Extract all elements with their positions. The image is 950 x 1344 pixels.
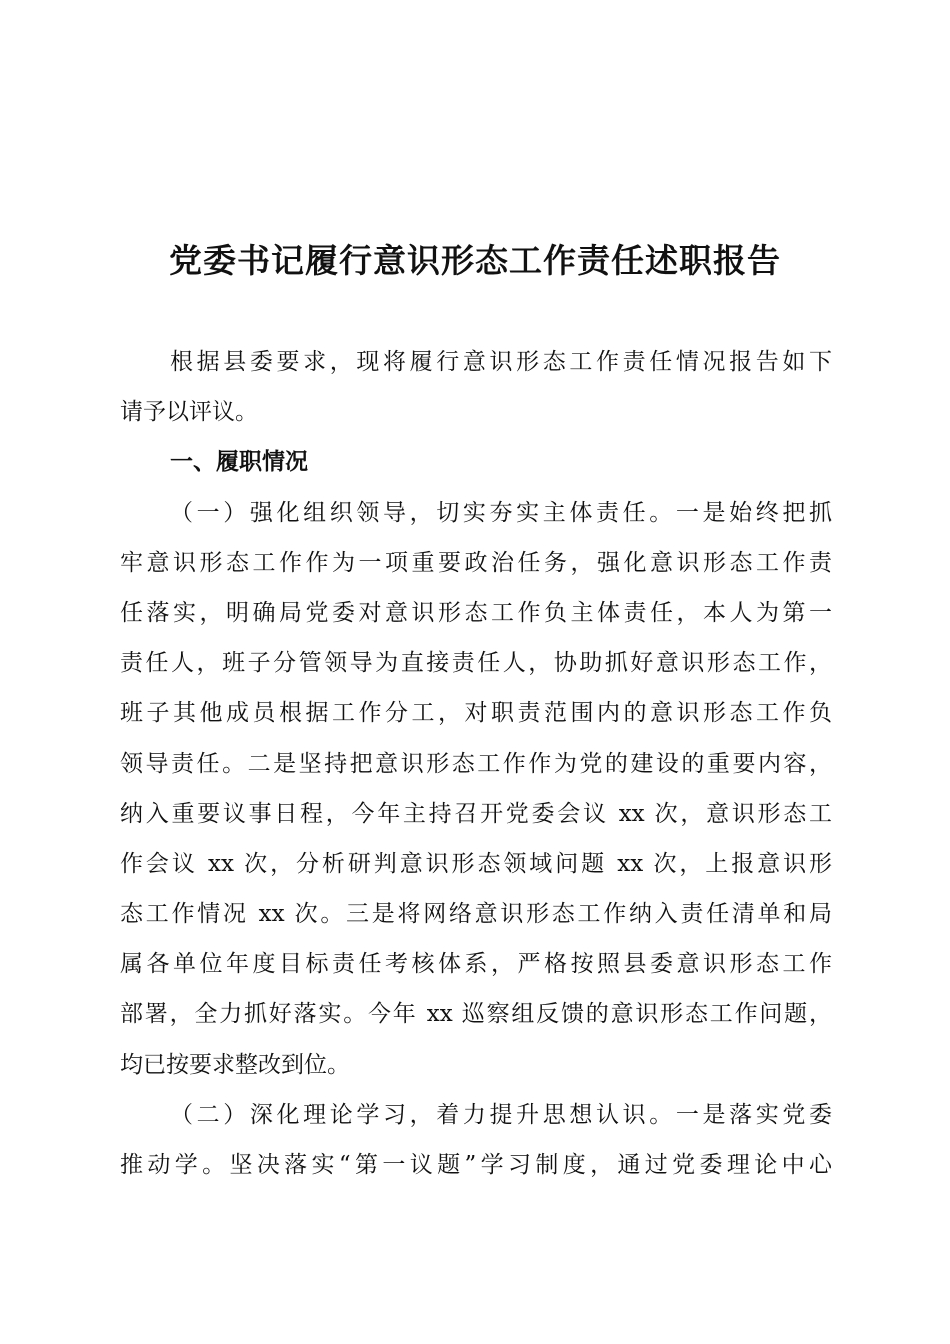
paragraph-line: 纳入重要议事日程，今年主持召开党委会议 xx 次，意识形态工 xyxy=(120,800,832,827)
paragraph-line: 作会议 xx 次，分析研判意识形态领域问题 xx 次，上报意识形 xyxy=(120,850,832,877)
paragraph-line: 推动学。坚决落实“第一议题”学习制度，通过党委理论中心 xyxy=(120,1152,832,1178)
document-body xyxy=(120,337,832,1190)
paragraph-line: 部署，全力抓好落实。今年 xx 巡察组反馈的意识形态工作问题， xyxy=(120,1001,832,1028)
paragraph-line: 属各单位年度目标责任考核体系，严格按照县委意识形态工作 xyxy=(120,951,832,978)
paragraph-line: 牢意识形态工作作为一项重要政治任务，强化意识形态工作责 xyxy=(120,549,832,576)
paragraph-line: 均已按要求整改到位。 xyxy=(120,1051,350,1078)
paragraph-line: 责任人，班子分管领导为直接责任人，协助抓好意识形态工作， xyxy=(120,650,832,677)
paragraph-line: 班子其他成员根据工作分工，对职责范围内的意识形态工作负 xyxy=(120,700,832,727)
paragraph-line: 任落实，明确局党委对意识形态工作负主体责任，本人为第一 xyxy=(120,599,832,626)
section-heading: 一、履职情况 xyxy=(170,449,308,476)
intro-line: 请予以评议。 xyxy=(120,399,258,426)
document-title: 党委书记履行意识形态工作责任述职报告 xyxy=(169,241,781,280)
paragraph-line: （二）深化理论学习，着力提升思想认识。一是落实党委 xyxy=(170,1101,832,1128)
intro-line: 根据县委要求，现将履行意识形态工作责任情况报告如下 xyxy=(170,349,832,375)
paragraph-line: （一）强化组织领导，切实夯实主体责任。一是始终把抓 xyxy=(170,499,832,526)
paragraph-line: 态工作情况 xx 次。三是将网络意识形态工作纳入责任清单和局 xyxy=(120,901,832,928)
paragraph-line: 领导责任。二是坚持把意识形态工作作为党的建设的重要内容， xyxy=(120,750,832,777)
